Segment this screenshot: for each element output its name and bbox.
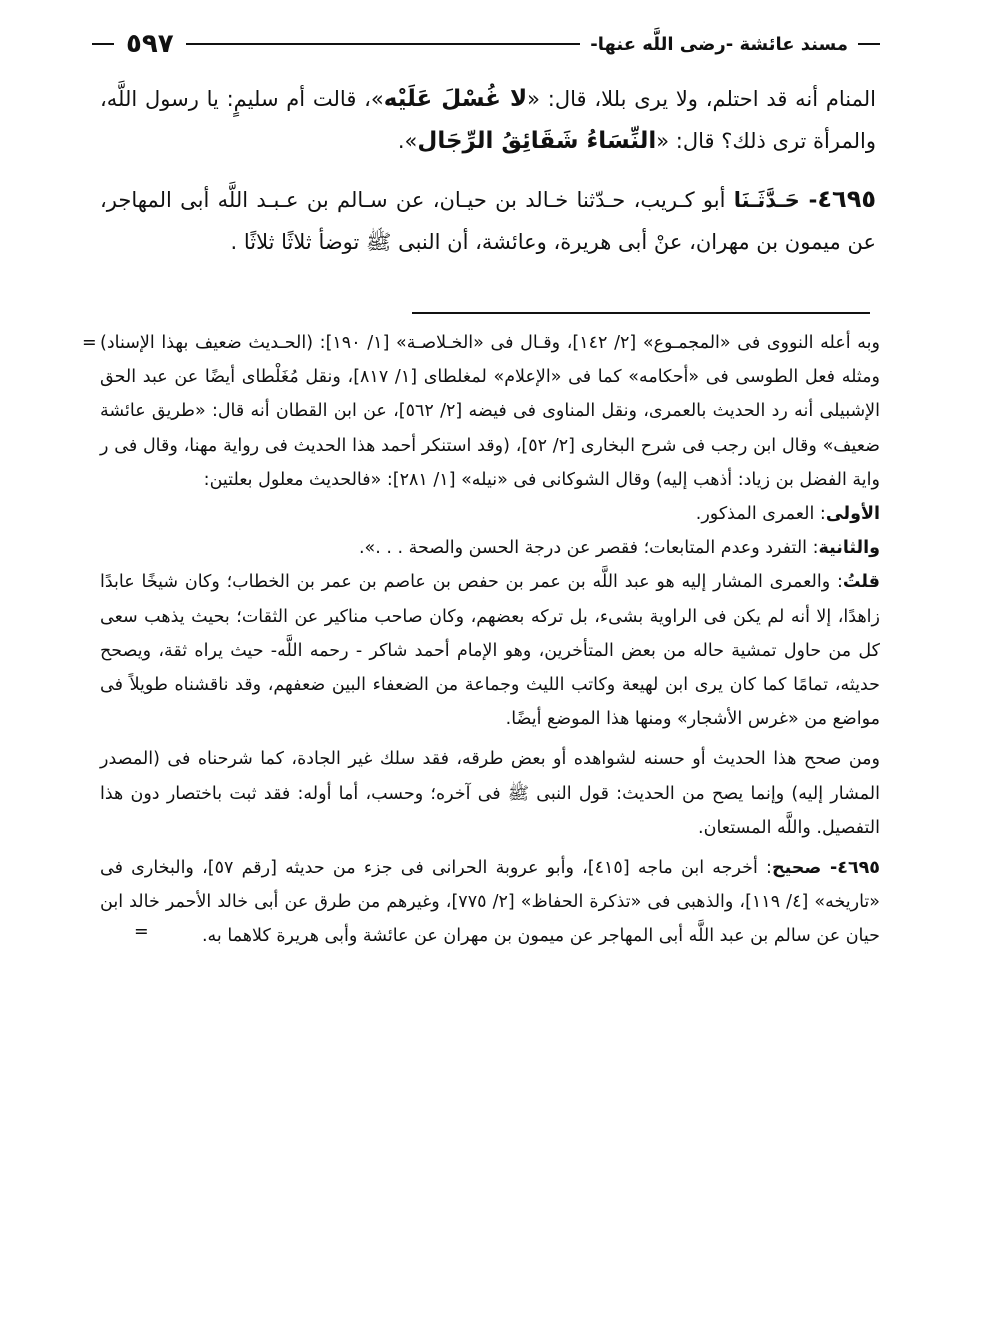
- header-rule: [186, 43, 581, 45]
- footnotes: [82, 326, 880, 954]
- header-dash: [858, 43, 880, 45]
- hadith-number: ٤٦٩٥: [817, 185, 876, 213]
- prophetic-saying: النِّسَاءُ شَقَائِقُ الرِّجَال: [417, 128, 657, 154]
- main-text: [100, 78, 876, 263]
- hadith-continuation-paragraph: [100, 78, 876, 162]
- footnote-hadith-number: ٤٦٩٥: [837, 858, 880, 879]
- footnote-text: : والعمرى المشار إليه هو عبد اللَّه بن عمر بن حفص بن عاصم بن عمر بن الخطاب؛ وكان شيخًا عابدًا زاهدًا، إلا أنه لم يكن فى الراوية بشىء، بل تركه بعضهم، وكان صاحب مناكير عن الثقات؛ بحيث يذهب سعى كل من حاول تمشية حاله من بعض المتأخرين، وهو الإمام أحمد شاكر - رحمه اللَّه- حيث يراه ثقة، ويصحح حديثه، تمامًا كما كان يرى ابن لهيعة وكاتب الليث وجماعة من الضعفاء البين ضعفهم، وقد ناقشناه طويلاً فى مواضع من «غرس الأشجار» ومنها هذا الموضع أيضًا.: [100, 572, 880, 730]
- running-header: [92, 24, 880, 64]
- text-run: »، قالت أم سليمٍ: يا رسول اللَّه، والمرأة ترى ذلك؟ قال: «: [100, 87, 876, 153]
- text-run: ».: [397, 129, 418, 153]
- footnote-lead: الأولى: [825, 504, 880, 525]
- hadith-text: أبو كـريب، حـدّثنا خـالد بن حيـان، عن سـالم بن عـبـد اللَّه أبى المهاجر، عن ميمون بن مهران، عنْ أبى هريرة، وعائشة، أن النبى ﷺ توضأ ثلاثًا ثلاثًا .: [100, 188, 876, 254]
- haddathana-word: - حَـدَّثَـنَا: [733, 188, 818, 212]
- header-dash: [92, 43, 114, 45]
- footnote-paragraph: وبه أعله النووى فى «المجمـوع» [٢/ ١٤٢]، وقـال فى «الخـلاصـة» [١/ ١٩٠]: (الحـديث ضعيف بهذا الإسناد) ومثله فعل الطوسى فى «أحكامه» كما فى «الإعلام» لمغلطاى [١/ ٨١٧]، ونقل مُغَلْطاى أيضًا عن عبد الحق الإشبيلى أنه رد الحديث بالعمرى، ونقل المناوى فى فيضه [٢/ ٥٦٢]، عن ابن القطان أنه قال: «طريق عائشة ضعيف» وقال ابن رجب فى شرح البخارى [٢/ ٥٢]، (وقد استنكر أحمد هذا الحديث فى رواية مهنا، وقال فى ر واية الفضل بن زياد: أذهب إليه) وقال الشوكانى فى «نيله» [١/ ٢٨١]: «فالحديث معلول بعلتين:: [100, 333, 880, 490]
- footnote-paragraph: [100, 565, 880, 736]
- footnote-lead: قلتُ: [842, 572, 880, 593]
- page-number: ٥٩٧: [126, 29, 174, 59]
- header-title: مسند عائشة -رضى اللَّه عنها-: [590, 33, 848, 55]
- text-run: المنام أنه قد احتلم، ولا يرى بللا، قال: «: [527, 87, 876, 111]
- footnote-paragraph: [100, 531, 880, 565]
- footnote-lead: والثانية: [818, 538, 880, 559]
- footnote-separator: [412, 312, 870, 314]
- prophetic-saying: لا غُسْلَ عَلَيْه: [383, 86, 528, 112]
- footnote-text: : أخرجه ابن ماجه [٤١٥]، وأبو عروبة الحرانى فى جزء من حديثه [رقم ٥٧]، والبخارى فى «تاريخه» [٤/ ١١٩]، والذهبى فى «تذكرة الحفاظ» [٢/ ٧٧٥]، وغيرهم من طرق عن أبى خالد الأحمر خالد ابن حيان عن سالم بن عبد اللَّه أبى المهاجر عن ميمون بن مهران عن عائشة وأبى هريرة كلاهما به.: [100, 858, 880, 947]
- footnote-text: : العمرى المذكور.: [695, 504, 826, 525]
- footnote-grade: - صحيح: [771, 858, 838, 879]
- hadith-4695-paragraph: [100, 178, 876, 263]
- footnote-hadith-4695: [100, 851, 880, 954]
- footnote-text: : التفرد وعدم المتابعات؛ فقصر عن درجة الحسن والصحة . . .».: [358, 538, 819, 559]
- continuation-mark: =: [134, 922, 149, 943]
- footnote-paragraph: ومن صحح هذا الحديث أو حسنه لشواهده أو بعض طرقه، فقد سلك غير الجادة، كما شرحناه فى (المصدر المشار إليه) وإنما يصح من الحديث: قول النبى ﷺ فى آخره؛ وحسب، أما أوله: فقد ثبت باختصار دون هذا التفصيل. واللَّه المستعان.: [100, 749, 880, 838]
- continuation-mark: =: [82, 333, 97, 353]
- footnote-paragraph: [100, 497, 880, 531]
